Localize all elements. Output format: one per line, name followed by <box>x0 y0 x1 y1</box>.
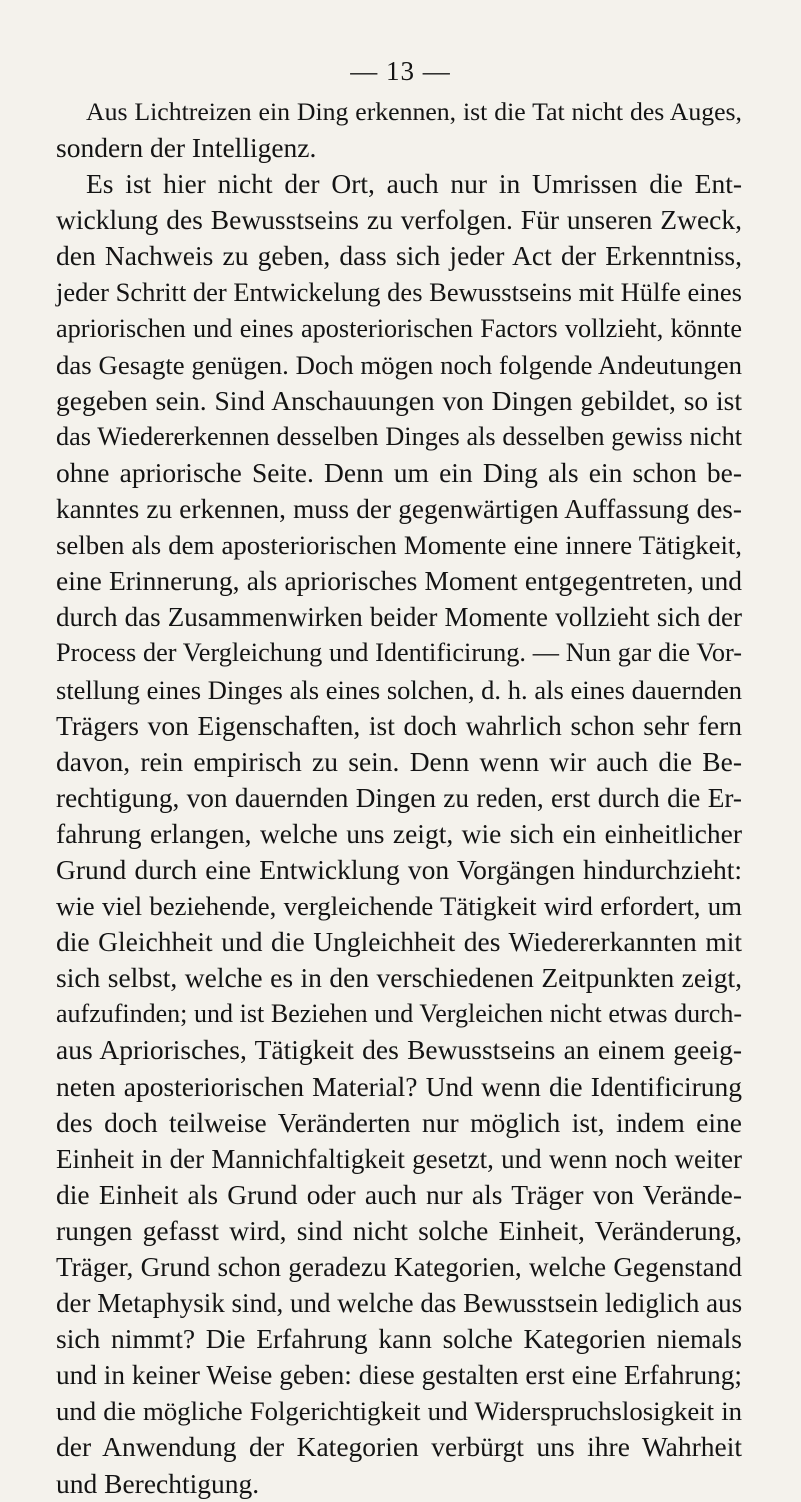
text-line: Einheit in der Mannichfaltigkeit gesetzt, und wenn noch weiter <box>56 1143 742 1174</box>
body-text <box>56 94 742 1502</box>
text-line: Grund durch eine Entwicklung von Vorgängen hindurchzieht: <box>56 853 742 885</box>
text-line: rechtigung, von dauernden Dingen zu reden, erst durch die Er- <box>56 782 742 813</box>
text-line: der Metaphysik sind, und welche das Bewusstsein lediglich aus <box>56 1288 743 1319</box>
text-line: das Gesagte genügen. Doch mögen noch folgende Andeutungen <box>56 349 742 380</box>
text-line: die Einheit als Grund oder auch nur als Träger von Verände- <box>56 1178 742 1210</box>
text-line: aus Apriorisches, Tätigkeit des Bewusstseins an einem geeig- <box>56 1034 742 1066</box>
text-line: den Nachweis zu geben, dass sich jeder Act der Erkenntniss, <box>56 240 742 272</box>
text-line: aufzufinden; und ist Beziehen und Vergleichen nicht etwas durch- <box>56 999 742 1029</box>
text-line: eine Erinnerung, als apriorisches Moment entgegentreten, und <box>56 565 742 597</box>
text-line: und in keiner Weise geben: diese gestalten erst eine Erfahrung; <box>56 1360 742 1391</box>
text-line: Aus Lichtreizen ein Ding erkennen, ist die Tat nicht des Auges, <box>86 97 742 126</box>
text-line: davon, rein empirisch zu sein. Denn wenn wir auch die Be- <box>56 745 742 777</box>
text-line: ohne apriorische Seite. Denn um ein Ding als ein schon be- <box>56 456 742 488</box>
text-line: und die mögliche Folgerichtigkeit und Widerspruchslosigkeit in <box>56 1396 742 1427</box>
text-line: Process der Vergleichung und Identificirung. — Nun gar die Vor- <box>56 638 742 668</box>
text-line: des doch teilweise Veränderten nur möglich ist, indem eine <box>56 1106 742 1138</box>
text-line: und Berechtigung. <box>56 1467 260 1499</box>
text-line: jeder Schritt der Entwickelung des Bewusstseins mit Hülfe eines <box>56 277 742 308</box>
text-line: sondern der Intelligenz. <box>56 132 317 164</box>
text-line: stellung eines Dinges als eines solchen, d. h. als eines dauernden <box>56 674 742 705</box>
text-line: wicklung des Bewusstseins zu verfolgen. Für unseren Zweck, <box>56 204 742 236</box>
text-line: neten aposteriorischen Material? Und wenn die Identificirung <box>56 1070 742 1102</box>
text-line: durch das Zusammenwirken beider Momente vollzieht sich der <box>56 602 742 633</box>
text-line: der Anwendung der Kategorien verbürgt uns ihre Wahrheit <box>56 1431 742 1463</box>
page-number: — 13 — <box>350 56 451 86</box>
text-line: sich selbst, welche es in den verschiedenen Zeitpunkten zeigt, <box>56 962 742 994</box>
text-line: die Gleichheit und die Ungleichheit des Wiedererkannten mit <box>56 926 742 958</box>
text-line: rungen gefasst wird, sind nicht solche Einheit, Veränderung, <box>56 1214 742 1246</box>
text-line: apriorischen und eines aposteriorischen Factors vollzieht, könnte <box>56 313 742 343</box>
text-line: wie viel beziehende, vergleichende Tätigkeit wird erfordert, um <box>56 891 742 922</box>
text-line: kanntes zu erkennen, muss der gegenwärtigen Auffassung des- <box>56 494 742 525</box>
text-line: selben als dem aposteriorischen Momente eine innere Tätigkeit, <box>56 530 742 561</box>
text-line: gegeben sein. Sind Anschauungen von Dingen gebildet, so ist <box>56 384 742 416</box>
text-line: Trägers von Eigenschaften, ist doch wahrlich schon sehr fern <box>56 709 742 741</box>
text-line: Es ist hier nicht der Ort, auch nur in Umrissen die Ent- <box>86 168 742 200</box>
text-line: Träger, Grund schon geradezu Kategorien, welche Gegenstand <box>56 1252 742 1282</box>
text-line: sich nimmt? Die Erfahrung kann solche Kategorien niemals <box>56 1323 742 1355</box>
text-line: fahrung erlangen, welche uns zeigt, wie sich ein einheitlicher <box>56 817 742 849</box>
text-line: das Wiedererkennen desselben Dinges als desselben gewiss nicht <box>56 421 742 451</box>
